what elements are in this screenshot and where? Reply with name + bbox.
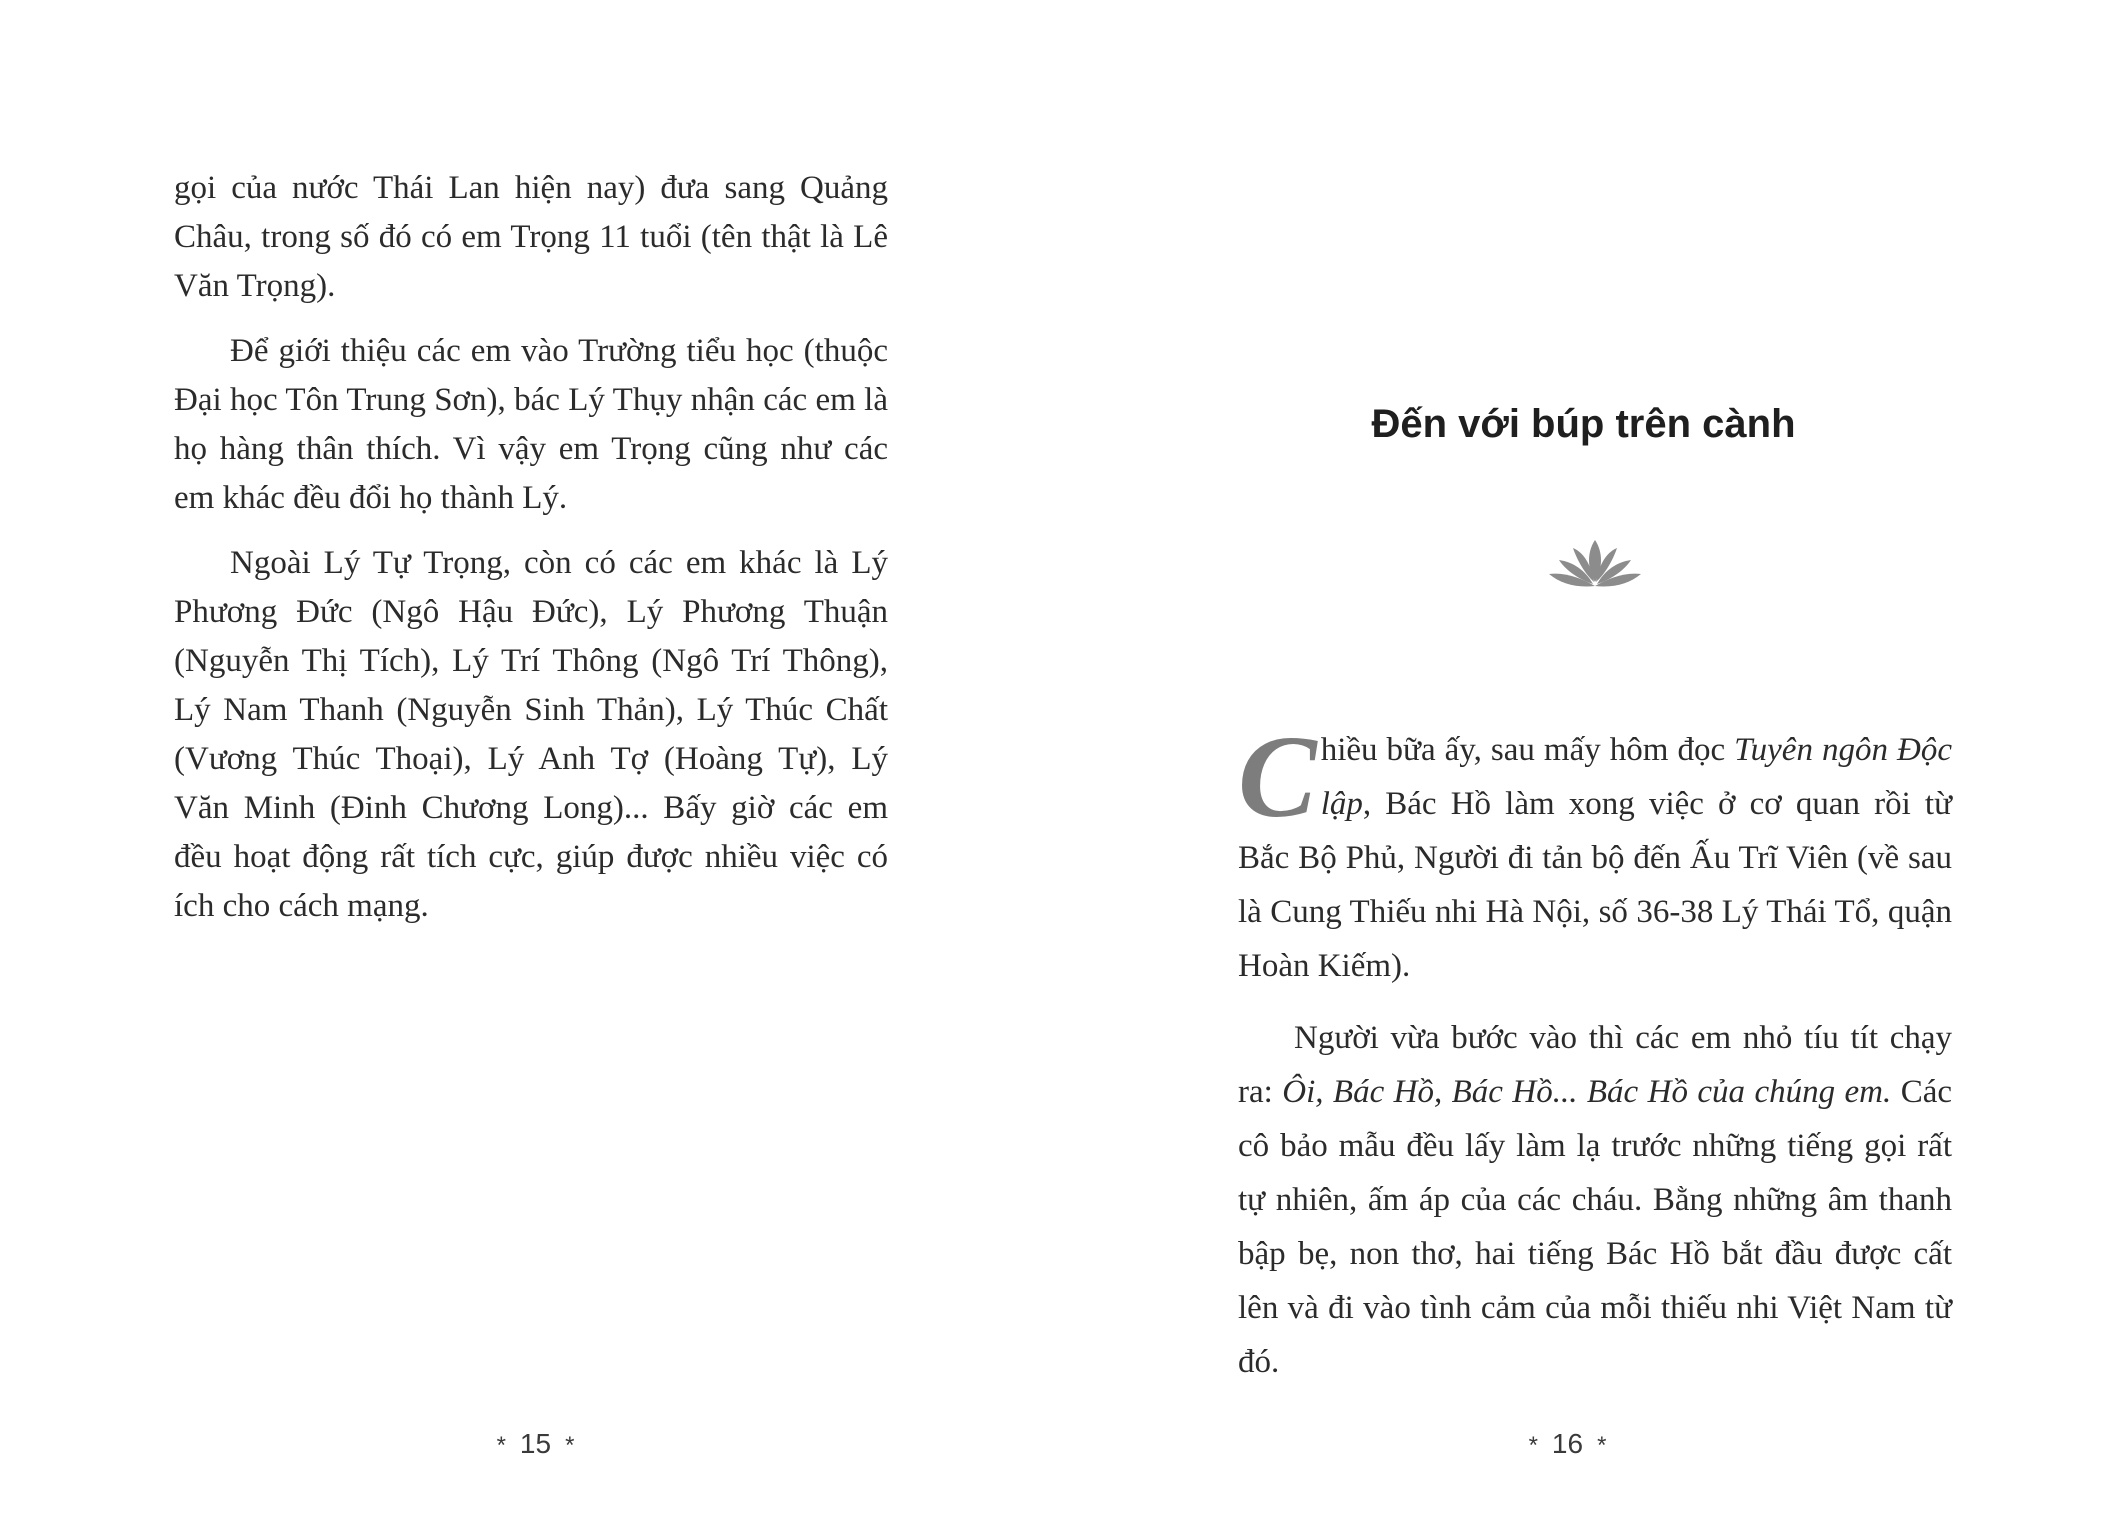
- paragraph-2-italic: Ôi, Bác Hồ, Bác Hồ... Bác Hồ của chúng em.: [1282, 1074, 1892, 1110]
- right-paragraph-2: [1238, 1011, 1952, 1389]
- chapter-title: Đến với búp trên cành: [1371, 402, 1796, 446]
- lotus-icon: [1547, 538, 1643, 594]
- right-paragraph-1: [1238, 711, 1952, 993]
- page-marker-left-start: *: [496, 1432, 506, 1459]
- paragraph-2-text-a: Người vừa bước vào thì các em nhỏ tíu tít chạy ra:: [1238, 1020, 1952, 1110]
- left-paragraph-1: gọi của nước Thái Lan hiện nay) đưa sang Quảng Châu, trong số đó có em Trọng 11 tuổi (tên thật là Lê Văn Trọng).: [174, 170, 888, 304]
- left-page: [0, 0, 1055, 1528]
- paragraph-1-italic: Tuyên ngôn Độc lập: [1320, 732, 1952, 822]
- left-page-body: [174, 164, 888, 947]
- paragraph-1-text-b: , Bác Hồ làm xong việc ở cơ quan rồi từ Bắc Bộ Phủ, Người đi tản bộ đến Ấu Trĩ Viên (về sau là Cung Thiếu nhi Hà Nội, số 36-38 Lý Thái Tổ, quận Hoàn Kiếm).: [1238, 786, 1952, 984]
- left-paragraph-3: Ngoài Lý Tự Trọng, còn có các em khác là Lý Phương Đức (Ngô Hậu Đức), Lý Phương Thuận (Nguyễn Thị Tích), Lý Trí Thông (Ngô Trí Thông), Lý Nam Thanh (Nguyễn Sinh Thản), Lý Thúc Chất (Vương Thúc Thoại), Lý Anh Tợ (Hoàng Tự), Lý Văn Minh (Đinh Chương Long)... Bấy giờ các em đều hoạt động rất tích cực, giúp được nhiều việc có ích cho cách mạng.: [174, 545, 888, 924]
- drop-cap: C: [1238, 711, 1317, 842]
- left-paragraph-2: Để giới thiệu các em vào Trường tiểu học (thuộc Đại học Tôn Trung Sơn), bác Lý Thụy nhận các em là họ hàng thân thích. Vì vậy em Trọng cũng như các em khác đều đổi họ thành Lý.: [174, 333, 888, 516]
- right-page-number: [1040, 1428, 2095, 1460]
- left-page-number-value: 15: [519, 1428, 552, 1459]
- right-page: [1056, 0, 2111, 1528]
- page-marker-left-end: *: [565, 1432, 575, 1459]
- right-page-number-value: 16: [1551, 1428, 1584, 1459]
- page-marker-right-end: *: [1597, 1432, 1607, 1459]
- right-page-body: [1238, 711, 1952, 1407]
- left-page-number: [8, 1428, 1063, 1460]
- page-marker-right-start: *: [1528, 1432, 1538, 1459]
- paragraph-2-text-b: Các cô bảo mẫu đều lấy làm lạ trước những tiếng gọi rất tự nhiên, ấm áp của các cháu. Bằng những âm thanh bập bẹ, non thơ, hai tiếng Bác Hồ bắt đầu được cất lên và đi vào tình cảm của mỗi thiếu nhi Việt Nam từ đó.: [1238, 1074, 1952, 1380]
- paragraph-1-text-a: hiều bữa ấy, sau mấy hôm đọc: [1320, 732, 1735, 768]
